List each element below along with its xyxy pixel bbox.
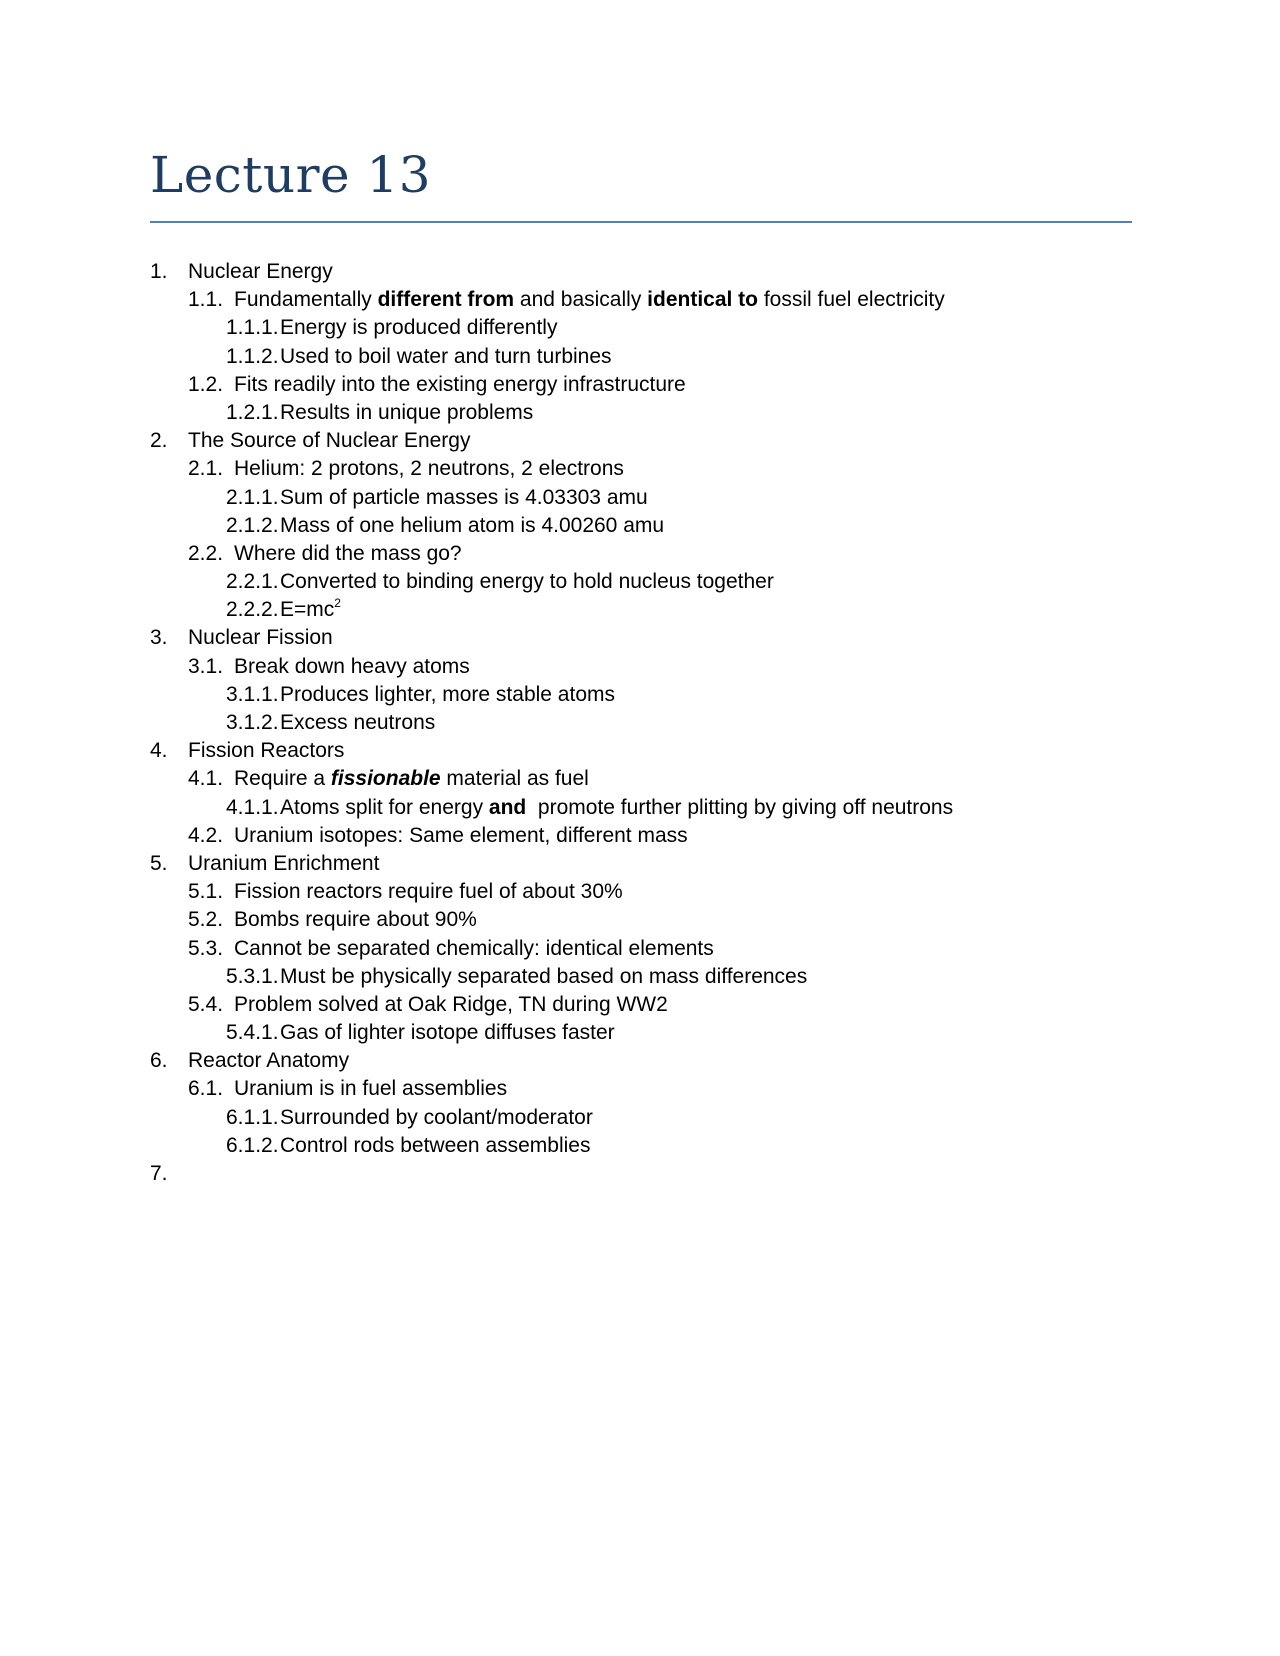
item-number: 2.1.1. — [226, 485, 279, 509]
item-text: Nuclear Energy — [188, 260, 333, 283]
item-text: Break down heavy atoms — [234, 654, 470, 678]
outline-item — [150, 343, 1150, 371]
outline-item — [150, 484, 1150, 512]
outline-item — [150, 455, 1150, 483]
outline-item — [150, 935, 1150, 963]
outline-item — [150, 794, 1150, 822]
item-number: 1.2.1. — [226, 400, 279, 424]
item-text: Energy is produced differently — [280, 316, 558, 340]
item-text: Fundamentally different from and basically identical to fossil fuel electricity — [234, 288, 945, 312]
item-text: Where did the mass go? — [234, 541, 462, 565]
item-number: 3.1.1. — [226, 682, 279, 706]
item-number: 5.3. — [188, 936, 224, 960]
outline-item — [150, 427, 1150, 455]
item-number: 5.2. — [188, 908, 224, 932]
item-text: Must be physically separated based on mass differences — [280, 964, 808, 988]
item-text: Helium: 2 protons, 2 neutrons, 2 electrons — [234, 457, 624, 481]
item-text: Produces lighter, more stable atoms — [280, 682, 615, 706]
item-number: 3. — [150, 626, 168, 650]
bold-text: different from — [377, 288, 515, 312]
item-number: 2.2.1. — [226, 570, 279, 594]
bold-italic-text: fissionable — [330, 767, 441, 791]
item-number: 1.1.1. — [226, 316, 279, 340]
item-text: Fission Reactors — [188, 739, 345, 763]
item-text: Uranium is in fuel assemblies — [234, 1077, 508, 1101]
outline-item — [150, 709, 1150, 737]
outline-item — [150, 258, 1150, 286]
item-number: 6. — [150, 1049, 168, 1073]
item-text: Gas of lighter isotope diffuses faster — [280, 1021, 615, 1045]
outline-item — [150, 765, 1150, 793]
outline-item — [150, 681, 1150, 709]
item-number: 4. — [150, 739, 168, 763]
item-number: 1.1. — [188, 288, 224, 312]
outline-item — [150, 991, 1150, 1019]
item-number: 3.1. — [188, 654, 224, 678]
item-number: 4.1.1. — [226, 795, 279, 819]
item-text: Control rods between assemblies — [280, 1133, 591, 1157]
item-text: Cannot be separated chemically: identical elements — [234, 936, 714, 960]
item-text: $E=mc^2$ — [280, 596, 341, 622]
item-number: 3.1.2. — [226, 711, 279, 734]
outline-item — [150, 568, 1150, 596]
page-title: Lecture 13 — [150, 146, 432, 204]
bold-text: identical to — [647, 288, 759, 312]
item-number: 1.1.2. — [226, 344, 279, 368]
item-text: Sum of particle masses is 4.03303 amu — [280, 485, 648, 509]
outline-item — [150, 1160, 1150, 1188]
bold-text: and — [488, 795, 527, 819]
item-number: 6.1.1. — [226, 1105, 279, 1129]
item-number: 7. — [150, 1162, 168, 1185]
item-number: 1. — [150, 260, 168, 283]
item-number: 5.3.1. — [226, 964, 279, 988]
item-text: Surrounded by coolant/moderator — [280, 1105, 593, 1129]
outline-item — [150, 624, 1150, 652]
item-number: 5. — [150, 851, 168, 875]
outline-item — [150, 314, 1150, 342]
outline-item — [150, 822, 1150, 850]
item-text: Fission reactors require fuel of about 30% — [234, 880, 623, 904]
item-text: Results in unique problems — [280, 400, 534, 424]
item-text: Bombs require about 90% — [234, 908, 477, 932]
item-number: 2.1.2. — [226, 513, 279, 537]
item-text: Reactor Anatomy — [188, 1049, 350, 1073]
item-number: 6.1. — [188, 1077, 224, 1101]
item-text: Mass of one helium atom is 4.00260 amu — [280, 513, 665, 537]
superscript: 2 — [334, 596, 341, 611]
lecture-outline — [150, 258, 1150, 1188]
outline-item — [150, 1132, 1150, 1160]
outline-item — [150, 906, 1150, 934]
outline-item — [150, 737, 1150, 765]
outline-item — [150, 540, 1150, 568]
outline-item — [150, 1019, 1150, 1047]
item-number: 4.2. — [188, 823, 224, 847]
item-text: Nuclear Fission — [188, 626, 333, 650]
outline-item — [150, 1047, 1150, 1075]
outline-item — [150, 399, 1150, 427]
title-divider — [150, 221, 1132, 223]
item-number: 2.2. — [188, 541, 224, 565]
outline-item — [150, 512, 1150, 540]
item-number: 5.4.1. — [226, 1021, 279, 1045]
item-text: Excess neutrons — [280, 711, 436, 734]
item-text: Problem solved at Oak Ridge, TN during WW2 — [234, 992, 668, 1016]
item-number: 6.1.2. — [226, 1133, 279, 1157]
outline-item — [150, 596, 1150, 624]
item-text: Require a fissionable material as fuel — [234, 767, 589, 791]
outline-item — [150, 1104, 1150, 1132]
outline-item — [150, 653, 1150, 681]
outline-item — [150, 850, 1150, 878]
outline-item — [150, 963, 1150, 991]
outline-item — [150, 371, 1150, 399]
item-number: 5.1. — [188, 880, 224, 904]
item-number: 2.2.2. — [226, 598, 279, 622]
item-text: Fits readily into the existing energy infrastructure — [234, 372, 686, 396]
item-text: Uranium Enrichment — [188, 851, 380, 875]
item-number: 1.2. — [188, 372, 224, 396]
item-text: Uranium isotopes: Same element, different mass — [234, 823, 688, 847]
item-number: 5.4. — [188, 992, 224, 1016]
item-number: 2.1. — [188, 457, 224, 481]
item-text: Atoms split for energy and promote further plitting by giving off neutrons — [280, 795, 954, 819]
outline-item — [150, 1075, 1150, 1103]
item-text: Converted to binding energy to hold nucleus together — [280, 570, 774, 594]
item-text: Used to boil water and turn turbines — [280, 344, 612, 368]
item-text: The Source of Nuclear Energy — [188, 429, 471, 453]
item-number: 2. — [150, 429, 168, 453]
outline-item — [150, 878, 1150, 906]
outline-item — [150, 286, 1150, 314]
item-number: 4.1. — [188, 767, 224, 791]
